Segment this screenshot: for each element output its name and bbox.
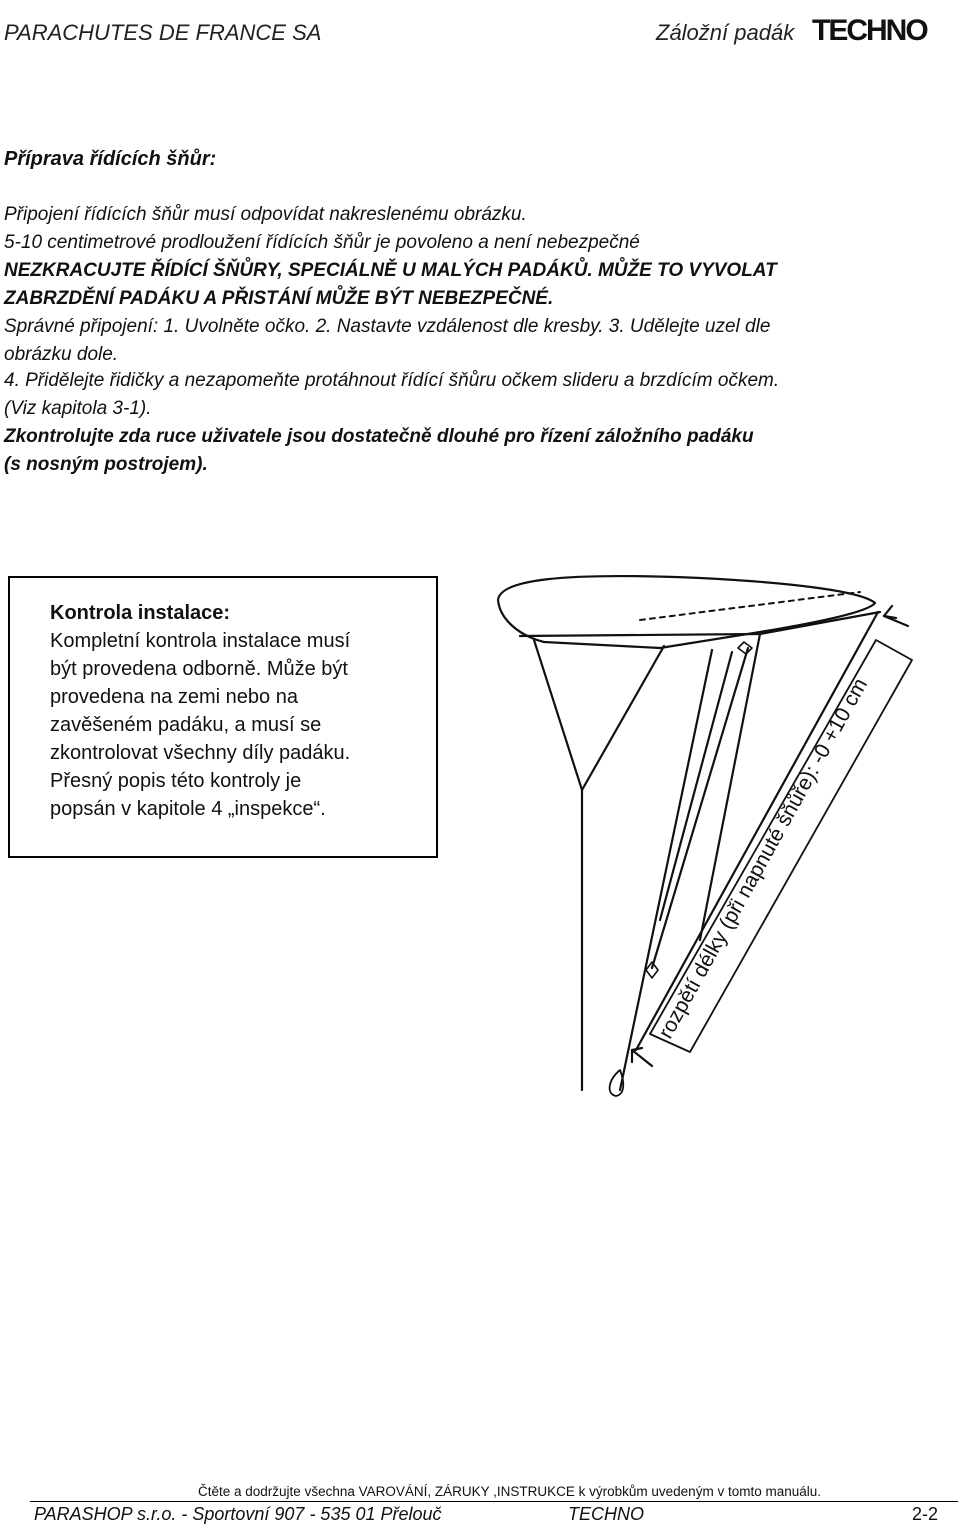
footer-note: Čtěte a dodržujte všechna VAROVÁNÍ, ZÁRUKY ,INSTRUKCE k výrobkům uvedeným v tomto manuálu. (198, 1484, 821, 1499)
footer-address: PARASHOP s.r.o. - Sportovní 907 - 535 01 Přelouč (34, 1504, 442, 1524)
section-line: (Viz kapitola 3-1). (4, 398, 152, 419)
measure-arrow (632, 1050, 652, 1066)
check-line: Zkontrolujte zda ruce uživatele jsou dostatečně dlouhé pro řízení záložního padáku (4, 426, 754, 447)
infobox-line: zavěšeném padáku, a musí se (50, 714, 322, 736)
check-line: (s nosným postrojem). (4, 454, 208, 475)
canopy-dashed (640, 592, 860, 620)
warning-line: ZABRZDĚNÍ PADÁKU A PŘISTÁNÍ MŮŽE BÝT NEBEZPEČNÉ. (4, 288, 554, 309)
span-length-label: rozpětí délky (při napnuté šňůře): -0 +10 cm (654, 674, 873, 1043)
suspension-line (660, 652, 732, 920)
logo-text: TECHNO (812, 14, 927, 47)
control-line (636, 612, 878, 1050)
suspension-line (534, 640, 582, 790)
section-line: Správné připojení: 1. Uvolněte očko. 2. Nastavte vzdálenost dle kresby. 3. Udělejte uzel dle (4, 316, 771, 337)
measure-arrow (884, 606, 896, 618)
section-line: 4. Přidělejte řidičky a nezapomeňte protáhnout řídící šňůru očkem slideru a brzdícím očkem. (4, 370, 780, 391)
infobox-line: popsán v kapitole 4 „inspekce“. (50, 798, 326, 820)
section-line: obrázku dole. (4, 344, 119, 365)
header-product: Záložní padák (656, 20, 795, 45)
page-number: 2-2 (912, 1504, 939, 1524)
infobox-line: Kompletní kontrola instalace musí (50, 630, 351, 652)
suspension-line (582, 646, 664, 790)
section-title: Příprava řídících šňůr: (4, 148, 217, 170)
section-line: 5-10 centimetrové prodloužení řídících šňůr je povoleno a není nebezpečné (4, 232, 640, 253)
infobox-line: zkontrolovat všechny díly padáku. (50, 742, 351, 764)
header-company: PARACHUTES DE FRANCE SA (4, 20, 322, 45)
infobox-line: Přesný popis této kontroly je (50, 770, 302, 792)
canopy-inner (520, 612, 880, 636)
footer-divider (30, 1501, 958, 1502)
line-attachment (738, 642, 752, 654)
infobox-title: Kontrola instalace: (50, 602, 231, 624)
footer-brand: TECHNO (568, 1504, 644, 1524)
warning-line: NEZKRACUJTE ŘÍDÍCÍ ŠŇŮRY, SPECIÁLNĚ U MALÝCH PADÁKŮ. MŮŽE TO VYVOLAT (4, 260, 777, 281)
infobox-line: provedena na zemi nebo na (50, 686, 298, 708)
canopy (498, 576, 875, 648)
section-line: Připojení řídících šňůr musí odpovídat nakreslenému obrázku. (4, 204, 527, 225)
infobox-line: být provedena odborně. Může být (50, 658, 348, 680)
